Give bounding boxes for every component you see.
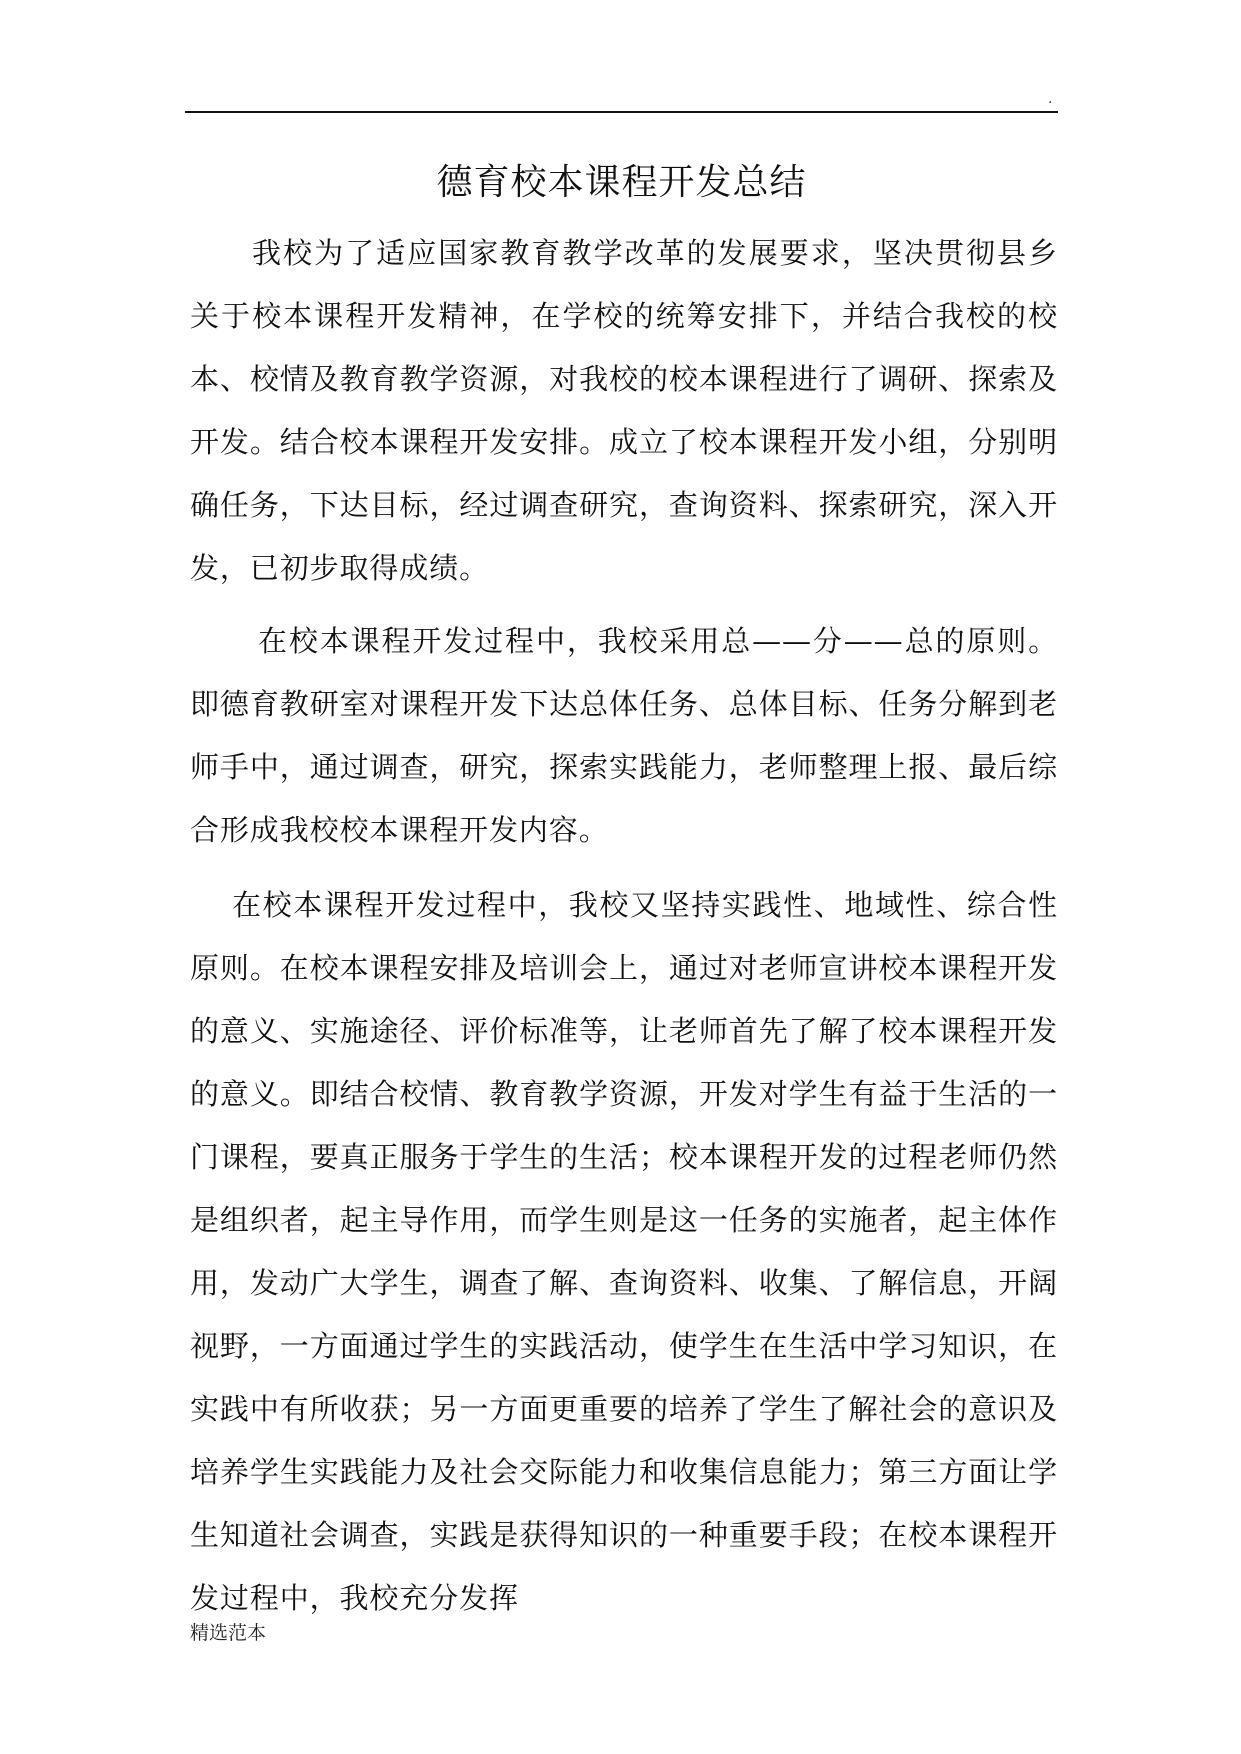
paragraph-2: 在校本课程开发过程中，我校采用总——分——总的原则。即德育教研室对课程开发下达总体任务、总体目标、任务分解到老师手中，通过调查，研究，探索实践能力，老师整理上报、最后综合形成我校校本课程开发内容。 (190, 624, 1058, 847)
footer-label: 精选范本 (190, 1622, 267, 1644)
document-title: 德育校本课程开发总结 (436, 162, 807, 203)
header-rule (185, 111, 1058, 113)
paragraph-1: 我校为了适应国家教育教学改革的发展要求，坚决贯彻县乡关于校本课程开发精神，在学校的统筹安排下，并结合我校的校本、校情及教育教学资源，对我校的校本课程进行了调研、探索及开发。结合校本课程开发安排。成立了校本课程开发小组，分别明确任务，下达目标，经过调查研究，查询资料、探索研究，深入开发，已初步取得成绩。 (190, 236, 1058, 585)
paragraph-3: 在校本课程开发过程中，我校又坚持实践性、地域性、综合性原则。在校本课程安排及培训会上，通过对老师宣讲校本课程开发的意义、实施途径、评价标准等，让老师首先了解了校本课程开发的意义。即结合校情、教育教学资源，开发对学生有益于生活的一门课程，要真正服务于学生的生活；校本课程开发的过程老师仍然是组织者，起主导作用，而学生则是这一任务的实施者，起主体作用，发动广大学生，调查了解、查询资料、收集、了解信息，开阔视野，一方面通过学生的实践活动，使学生在生活中学习知识，在实践中有所收获；另一方面更重要的培养了学生了解社会的意识及培养学生实践能力及社会交际能力和收集信息能力；第三方面让学生知道社会调查，实践是获得知识的一种重要手段；在校本课程开发过程中，我校充分发挥 (190, 888, 1058, 1615)
document-body (190, 222, 1058, 1630)
header-mark: . (1048, 91, 1053, 107)
